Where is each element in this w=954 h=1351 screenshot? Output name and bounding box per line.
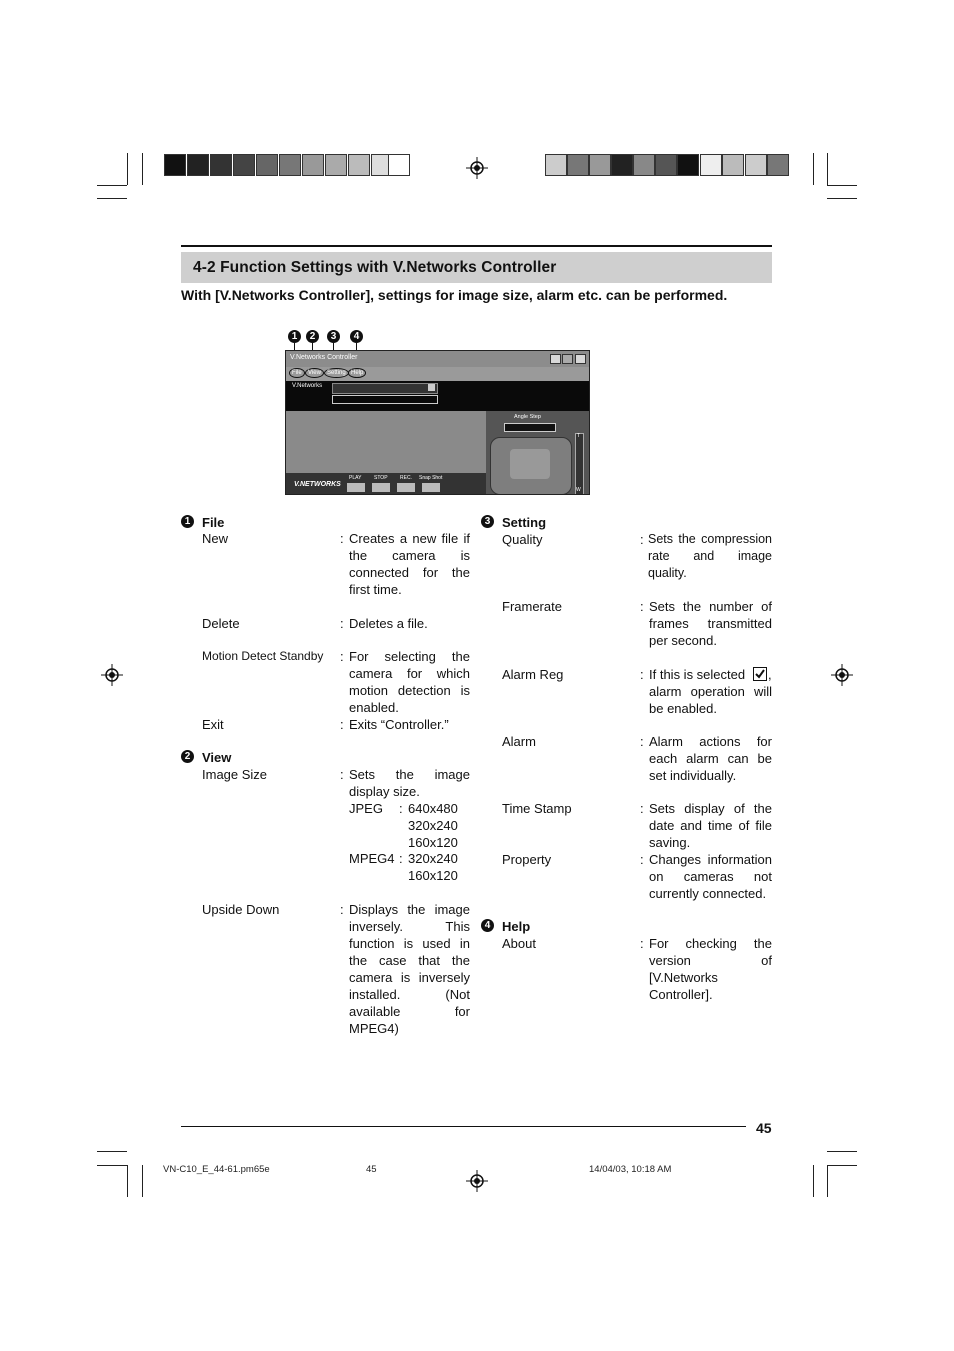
file-new-desc: Creates a new file if the camera is connected for the first time. <box>349 531 470 597</box>
file-motion-desc: For selecting the camera for which motion detection is enabled. <box>349 649 470 715</box>
registration-mark-icon <box>466 1170 488 1192</box>
alarm-reg-desc-a: If this is selected <box>649 667 746 682</box>
view-heading: View <box>202 750 232 765</box>
window-title-bar <box>286 351 589 367</box>
image-size-label: Image Size <box>202 767 268 782</box>
time-stamp-label: Time Stamp <box>502 801 572 816</box>
zoom-slider[interactable] <box>575 433 584 495</box>
setting-number: 3 <box>481 515 494 528</box>
callout-3: 3 <box>327 330 340 343</box>
jpeg-size-3: 160x120 <box>408 835 458 850</box>
property-label: Property <box>502 852 552 867</box>
page-number: 45 <box>756 1120 772 1136</box>
play-button[interactable] <box>347 483 365 492</box>
callout-1: 1 <box>288 330 301 343</box>
upside-down-label: Upside Down <box>202 902 280 917</box>
file-motion-label: Motion Detect Standby <box>202 649 324 663</box>
jpeg-size-2: 320x240 <box>408 818 458 833</box>
framerate-label: Framerate <box>502 599 562 614</box>
intro-text: With [V.Networks Controller], settings for image size, alarm etc. can be performed. <box>181 287 728 303</box>
callout-4: 4 <box>350 330 363 343</box>
keypad-area <box>286 411 486 473</box>
footer-file: VN-C10_E_44-61.pm65e <box>163 1164 270 1175</box>
upside-down-desc: Displays the image inversely. This function is used in the case that the camera is inversely installed. (Not available for MPEG4) <box>349 902 470 1036</box>
help-number: 4 <box>481 919 494 932</box>
footer-date: 14/04/03, 10:18 AM <box>589 1164 672 1175</box>
time-stamp-desc: Sets display of the date and time of file saving. <box>649 801 772 850</box>
file-delete-label: Delete <box>202 616 240 631</box>
alarm-desc: Alarm actions for each alarm can be set individually. <box>649 734 772 783</box>
stop-label: STOP <box>374 475 388 481</box>
menu-file[interactable]: File <box>289 368 305 378</box>
angle-control <box>486 411 589 495</box>
alarm-label: Alarm <box>502 734 536 749</box>
section-heading-bar <box>181 252 772 283</box>
file-delete-desc: Deletes a file. <box>349 616 428 631</box>
file-exit-label: Exit <box>202 717 224 732</box>
controller-window <box>285 350 590 495</box>
camera-select[interactable] <box>332 383 438 394</box>
menu-view[interactable]: View <box>305 368 324 378</box>
zoom-wide-label: W <box>576 487 581 493</box>
footer-page: 45 <box>366 1164 377 1175</box>
mpeg4-size-2: 160x120 <box>408 868 458 883</box>
file-new-label: New <box>202 531 229 546</box>
quality-label: Quality <box>502 532 543 547</box>
menu-bar <box>286 367 589 381</box>
property-desc: Changes information on cameras not currently connected. <box>649 852 772 901</box>
registration-mark-icon <box>831 664 853 686</box>
image-size-desc: Sets the image display size. <box>349 767 470 799</box>
alarm-reg-label: Alarm Reg <box>502 667 564 682</box>
footer-rule <box>181 1126 746 1127</box>
setting-heading: Setting <box>502 515 547 530</box>
mpeg4-size-1: 320x240 <box>408 851 458 866</box>
play-label: PLAY <box>349 475 362 481</box>
about-label: About <box>502 936 536 951</box>
chevron-down-icon[interactable] <box>428 384 435 391</box>
file-heading: File <box>202 515 225 530</box>
transport-bar <box>286 473 486 495</box>
snapshot-button[interactable] <box>422 483 440 492</box>
status-field <box>332 395 438 404</box>
window-title: V.Networks Controller <box>290 354 358 361</box>
snapshot-label: Snap Shot <box>419 475 443 481</box>
heading-rule <box>181 245 772 247</box>
jpeg-size-1: 640x480 <box>408 801 458 816</box>
checkbox-checked-icon <box>753 667 767 681</box>
close-icon[interactable] <box>575 354 586 364</box>
registration-mark-icon <box>466 157 488 179</box>
view-number: 2 <box>181 750 194 763</box>
menu-help[interactable]: Help <box>348 368 366 378</box>
file-number: 1 <box>181 515 194 528</box>
menu-setting[interactable]: Setting <box>324 368 349 378</box>
section-title: 4-2 Function Settings with V.Networks Controller <box>193 259 557 276</box>
registration-mark-icon <box>101 664 123 686</box>
rec-label: REC. <box>400 475 412 481</box>
stop-button[interactable] <box>372 483 390 492</box>
about-desc: For checking the version of [V.Networks Controller]. <box>649 936 772 1002</box>
camera-label: V.Networks <box>292 383 323 389</box>
callout-2: 2 <box>306 330 319 343</box>
framerate-desc: Sets the number of frames transmitted per second. <box>649 599 772 648</box>
zoom-tele-label: T <box>577 433 581 439</box>
file-exit-desc: Exits “Controller.” <box>349 717 449 732</box>
minimize-icon[interactable] <box>550 354 561 364</box>
rec-button[interactable] <box>397 483 415 492</box>
help-heading: Help <box>502 919 531 934</box>
jpeg-label: JPEG <box>349 801 383 816</box>
alarm-reg-desc-b: alarm operation will be enabled. <box>649 684 772 716</box>
maximize-icon[interactable] <box>562 354 573 364</box>
quality-desc: Sets the compression rate and image quality. <box>648 532 772 580</box>
angle-step-slider[interactable] <box>504 423 556 432</box>
angle-step-label: Angle Step <box>514 414 541 420</box>
mpeg4-label: MPEG4 <box>349 851 395 866</box>
logo: V.NETWORKS <box>294 481 341 488</box>
camera-panel <box>286 381 589 411</box>
